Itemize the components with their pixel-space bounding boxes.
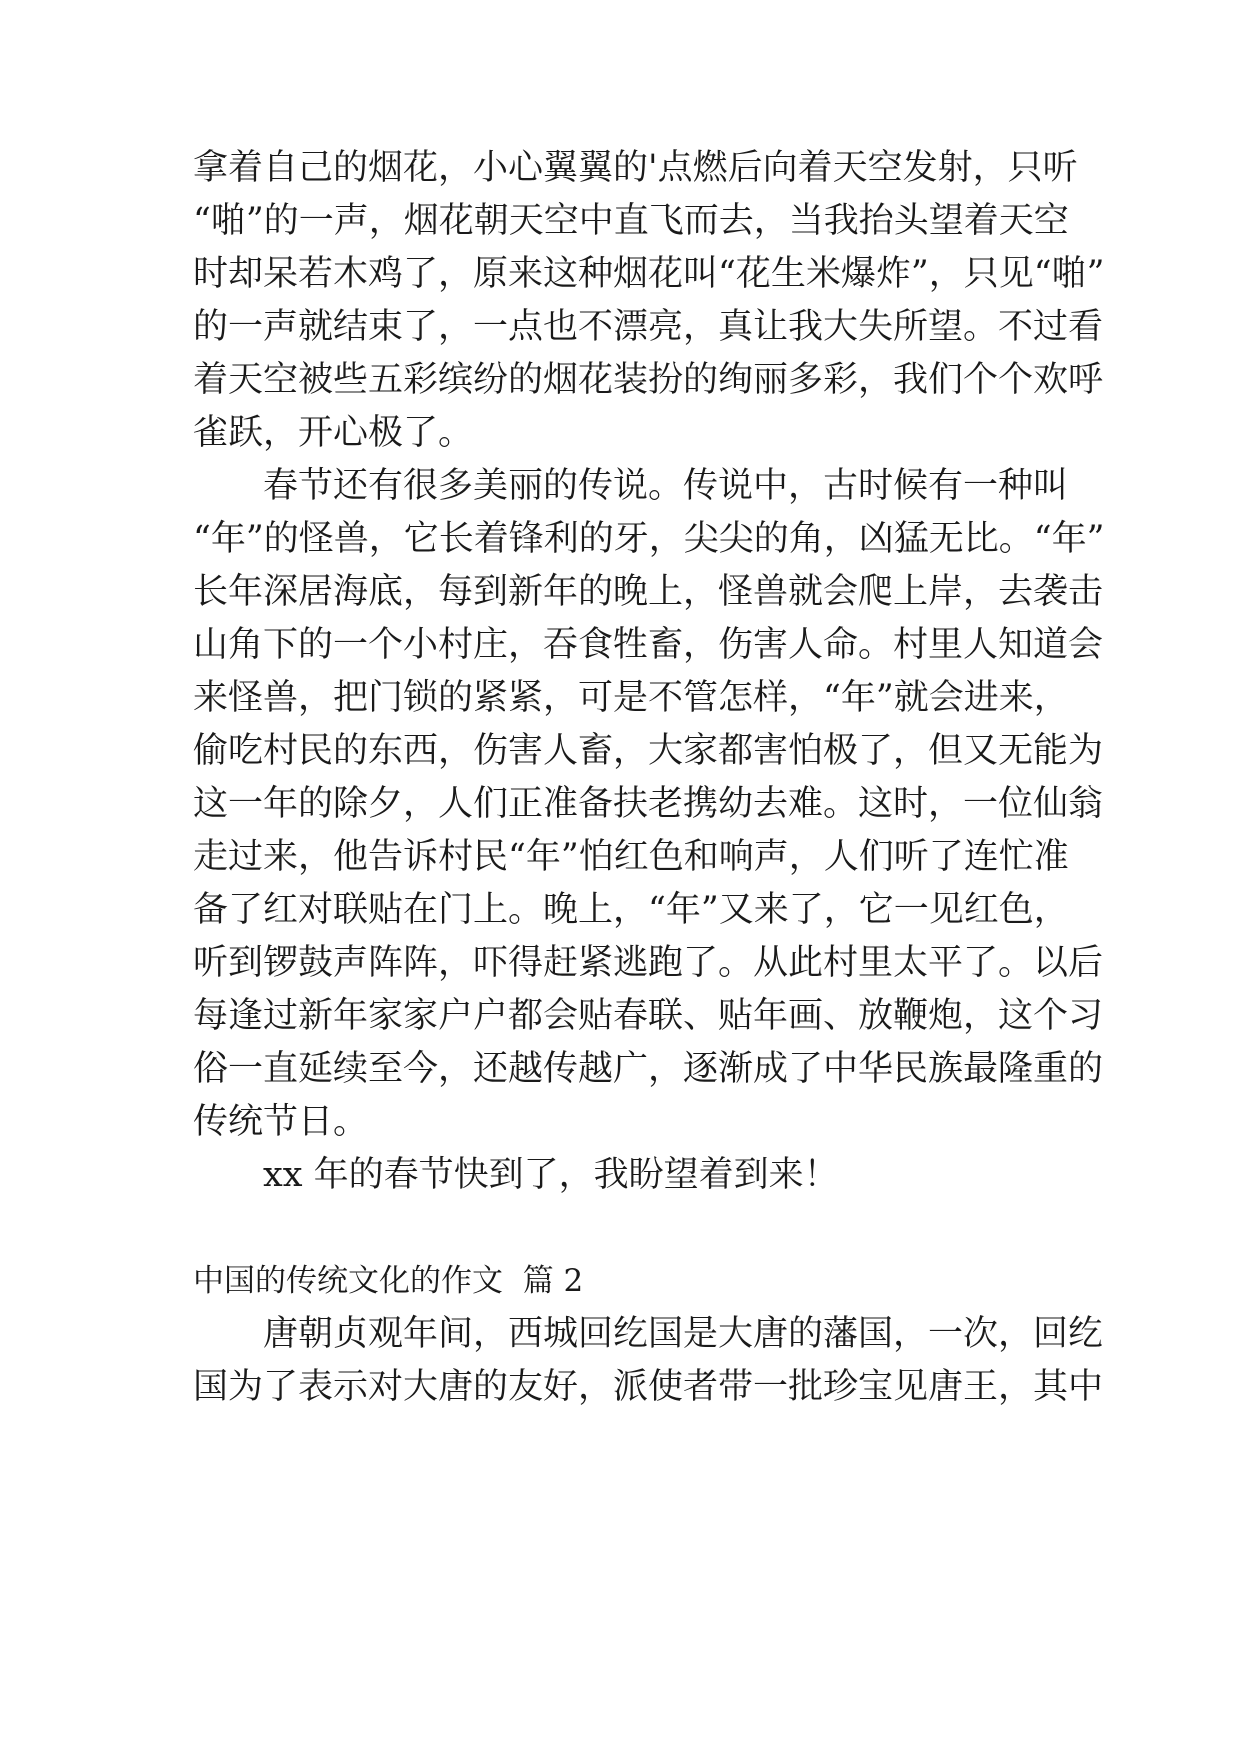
paragraph-1-line-5: 着天空被些五彩缤纷的烟花装扮的绚丽多彩，我们个个欢呼 [193,360,1104,400]
paragraph-1-line-1: 拿着自己的烟花，小心翼翼的'点燃后向着天空发射，只听 [193,148,1078,188]
paragraph-2-line-2: “年”的怪兽，它长着锋利的牙，尖尖的角，凶猛无比。“年” [193,519,1105,559]
paragraph-2-line-13: 传统节日。 [193,1102,369,1142]
paragraph-2-line-6: 偷吃村民的东西，伤害人畜，大家都害怕极了，但又无能为 [193,731,1104,771]
paragraph-2-line-8: 走过来，他告诉村民“年”怕红色和响声，人们听了连忙准 [193,837,1069,877]
paragraph-1-line-6: 雀跃，开心极了。 [193,413,474,453]
paragraph-1-line-4: 的一声就结束了，一点也不漂亮，真让我大失所望。不过看 [193,307,1104,347]
section-heading: 中国的传统文化的作文 篇 2 [193,1263,584,1299]
paragraph-1-line-3: 时却呆若木鸡了，原来这种烟花叫“花生米爆炸”，只见“啪” [193,254,1105,294]
paragraph-2-line-7: 这一年的除夕，人们正准备扶老携幼去难。这时，一位仙翁 [193,784,1104,824]
paragraph-2-line-10: 听到锣鼓声阵阵，吓得赶紧逃跑了。从此村里太平了。以后 [193,943,1104,983]
paragraph-2-line-11: 每逢过新年家家户户都会贴春联、贴年画、放鞭炮，这个习 [193,996,1104,1036]
paragraph-2-line-1: 春节还有很多美丽的传说。传说中，古时候有一种叫 [263,466,1069,506]
paragraph-1-line-2: “啪”的一声，烟花朝天空中直飞而去，当我抬头望着天空 [193,201,1069,241]
paragraph-2-line-4: 山角下的一个小村庄，吞食牲畜，伤害人命。村里人知道会 [193,625,1104,665]
paragraph-3-line-1: xx 年的春节快到了，我盼望着到来！ [263,1155,839,1195]
paragraph-4-line-1: 唐朝贞观年间，西城回纥国是大唐的藩国，一次，回纥 [263,1314,1104,1354]
paragraph-4-line-2: 国为了表示对大唐的友好，派使者带一批珍宝见唐王，其中 [193,1367,1104,1407]
paragraph-2-line-9: 备了红对联贴在门上。晚上，“年”又来了，它一见红色， [193,890,1069,930]
paragraph-2-line-3: 长年深居海底，每到新年的晚上，怪兽就会爬上岸，去袭击 [193,572,1104,612]
paragraph-2-line-12: 俗一直延续至今，还越传越广，逐渐成了中华民族最隆重的 [193,1049,1104,1089]
paragraph-2-line-5: 来怪兽，把门锁的紧紧，可是不管怎样，“年”就会进来， [193,678,1069,718]
